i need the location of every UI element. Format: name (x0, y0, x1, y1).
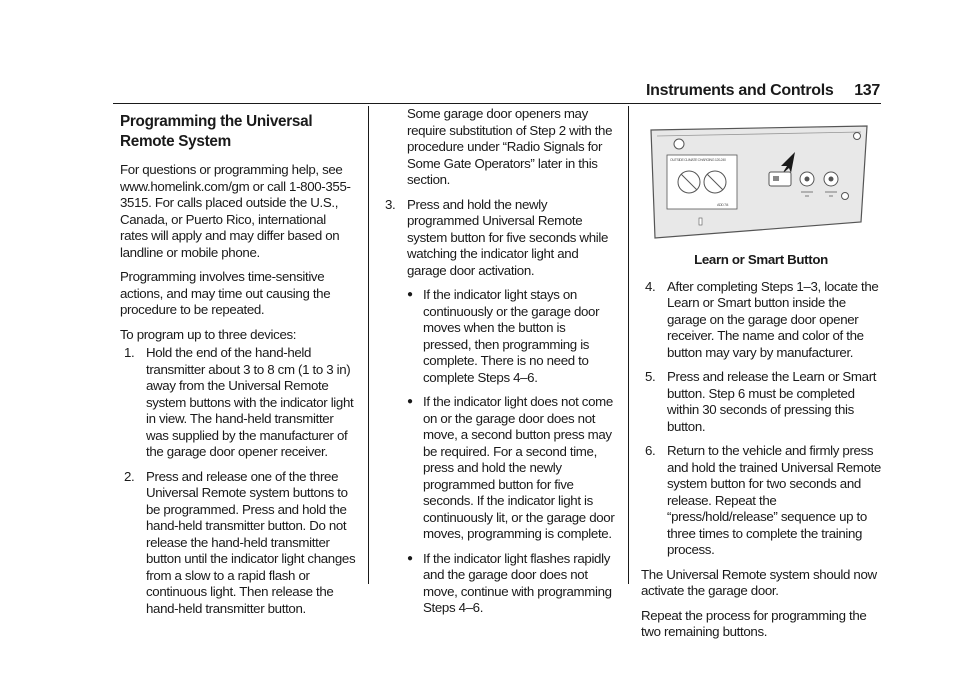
paragraph-activate: The Universal Remote system should now activate the garage door. (641, 566, 877, 598)
bullet-text: If the indicator light does not come on or the garage door does not move, a second button press may be required. For a second time, press and hold the newly programmed button for five seconds. If the indicator light is continuously lit, or the garage door moves, programming is complete. (423, 394, 615, 541)
step-number: 3. (385, 196, 396, 212)
column-3 (641, 122, 881, 649)
step-2 (124, 469, 356, 618)
garage-opener-drawing (645, 122, 875, 246)
step-5 (645, 369, 881, 435)
bullet-item (403, 394, 616, 543)
warning-label-code: ADD 7/4 (717, 203, 729, 207)
step-3 (385, 197, 616, 280)
warning-label-heading: OUTSIDE CLIMATE CHARGING 120-240 (670, 158, 726, 162)
bullet-item (403, 287, 616, 386)
step-text: Press and release the Learn or Smart button. Step 6 must be completed within 30 seconds of pressing this button. (667, 369, 877, 434)
step-number: 2. (124, 468, 135, 484)
bullet-item (403, 551, 616, 617)
column-divider-1 (368, 106, 369, 584)
step-number: 4. (645, 278, 656, 294)
indicator-light-icon (842, 193, 849, 200)
step-number: 5. (645, 369, 656, 384)
step-text: Press and release one of the three Universal Remote system buttons to be programmed. Press and hold the hand-held transmitter button. Do not release the hand-held transmitter button until the indicator light changes from a slow to a rapid flash or continuous light. Then release the hand-held transmitter button. (146, 468, 356, 616)
paragraph-help: For questions or programming help, see www.homelink.com/gm or call 1-800-355-3515. For calls placed outside the U.S., Canada, or Puerto Rico, international rates will apply and may differ based on landline or mobile phone. (120, 162, 351, 260)
step-number: 1. (124, 345, 135, 360)
figure-caption: Learn or Smart Button (694, 252, 828, 267)
step-4 (645, 279, 881, 362)
screw-icon (854, 133, 861, 140)
page-number: 137 (854, 82, 880, 99)
step-6 (645, 443, 881, 559)
column-1 (120, 112, 356, 625)
step-number: 6. (645, 443, 656, 458)
step-text: Hold the end of the hand-held transmitter about 3 to 8 cm (1 to 3 in) away from the Universal Remote system buttons with the indicator light in view. The hand-held transmitter was supplied by the manufacturer of the garage door opener receiver. (146, 345, 354, 459)
step-text: After completing Steps 1–3, locate the Learn or Smart button inside the garage on the garage door opener receiver. The name and color of the button may vary by manufacturer. (667, 278, 879, 360)
paragraph-timeout: Programming involves time-sensitive actions, and may time out causing the procedure to be repeated. (120, 269, 331, 317)
column-2 (381, 106, 616, 625)
paragraph-substitution: Some garage door openers may require substitution of Step 2 with the procedure under “Radio Signals for Some Gate Operators” later in this section. (407, 106, 613, 187)
header-rule (113, 103, 881, 104)
paragraph-repeat: Repeat the process for programming the two remaining buttons. (641, 607, 867, 639)
bullet-icon: ● (407, 289, 413, 300)
section-title: Instruments and Controls (646, 82, 834, 99)
column-divider-2 (628, 106, 629, 584)
bullet-text: If the indicator light stays on continuously or the garage door moves when the button is pressed, then programming is complete. There is no need to complete Steps 4–6. (423, 287, 600, 385)
bullet-icon: ● (407, 552, 413, 564)
section-heading: Programming the Universal Remote System (120, 113, 313, 150)
step-1 (124, 345, 356, 461)
paragraph-intro: To program up to three devices: (120, 326, 297, 342)
step-text: Return to the vehicle and firmly press and hold the trained Universal Remote system button for two seconds and release. Repeat the “press/hold/release” sequence up to three times to complete the training process. (667, 443, 881, 557)
step-text: Press and hold the newly programmed Universal Remote system button for five seconds while watching the indicator light and garage door activation. (407, 196, 608, 278)
screw-icon (674, 139, 684, 149)
learn-smart-button (769, 172, 791, 186)
bullet-text: If the indicator light flashes rapidly and the garage door does not move, continue with programming Steps 4–6. (423, 550, 612, 615)
bullet-icon: ● (407, 396, 413, 407)
learn-button-illustration (645, 122, 875, 246)
